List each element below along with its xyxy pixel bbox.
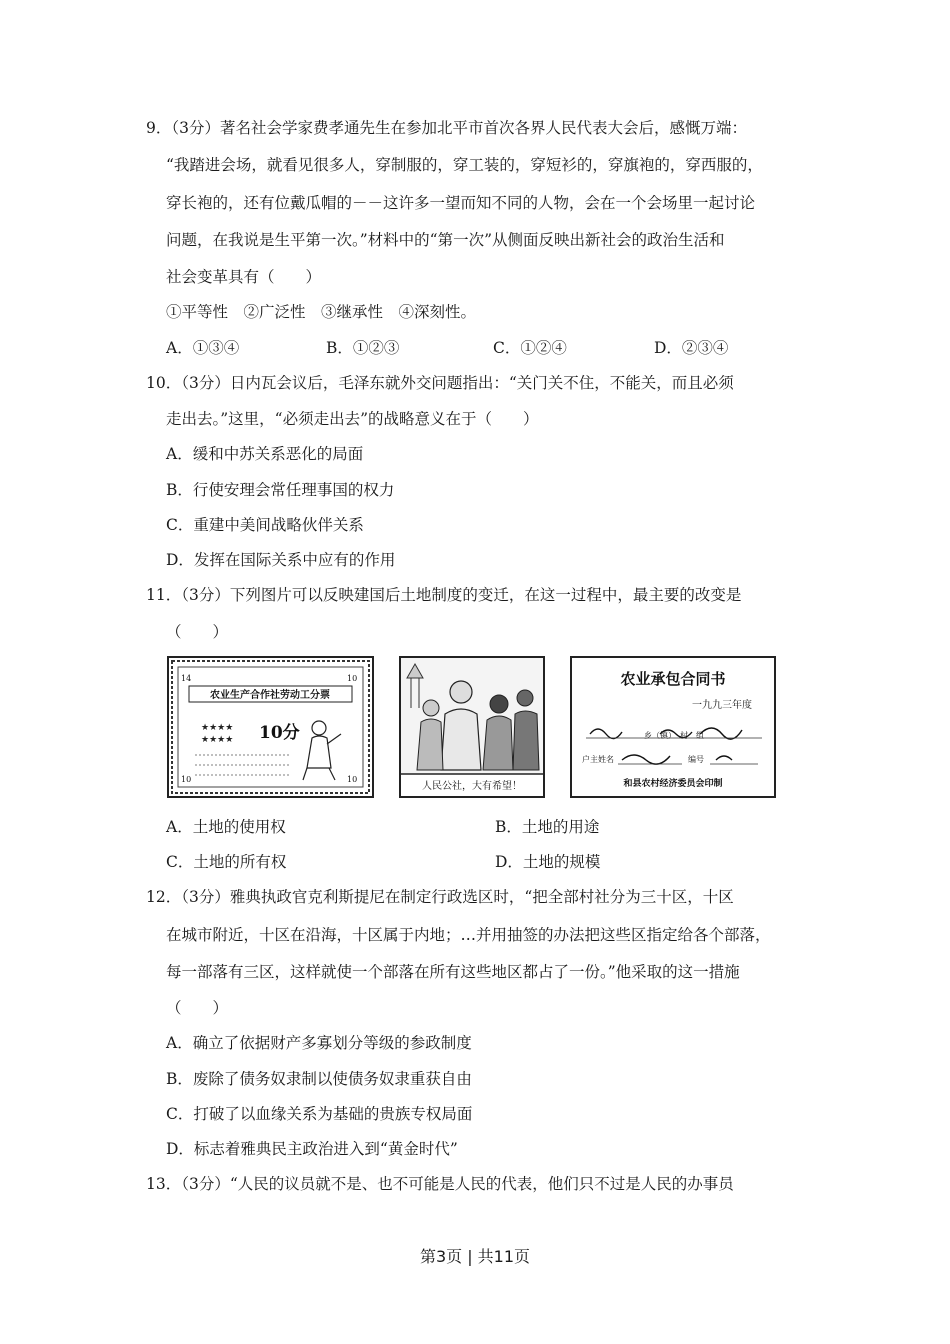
page-footer: 第3页 | 共11页: [419, 1247, 531, 1266]
q12-option-d[interactable]: D．标志着雅典民主政治进入到“黄金时代”: [166, 1140, 458, 1158]
q9-items: ①平等性 ②广泛性 ③继承性 ④深刻性。: [166, 303, 477, 321]
q9-stem-line-3: 穿长袍的，还有位戴瓜帽的－－这许多一望而知不同的人物，会在一个会场里一起讨论: [166, 194, 756, 212]
contract-year: 一九九三年度: [692, 700, 752, 711]
q12-option-b[interactable]: B．废除了债务奴隶制以使债务奴隶重获自由: [166, 1070, 472, 1088]
q12-option-a[interactable]: A．确立了依据财产多寡划分等级的参政制度: [166, 1034, 472, 1052]
q12-stem-line-3: 每一部落有三区，这样就使一个部落在所有这些地区都占了一份。”他采取的这一措施: [166, 963, 740, 981]
q13-stem-line-1: 13．（3分）“人民的议员就不是、也不可能是人民的代表，他们只不过是人民的办事员: [146, 1175, 734, 1193]
ticket-value: 10分: [259, 723, 300, 743]
q9-option-a[interactable]: A．①③④: [166, 339, 240, 357]
q12-option-c[interactable]: C．打破了以血缘关系为基础的贵族专权局面: [166, 1105, 473, 1123]
svg-text:★★★★: ★★★★: [201, 723, 234, 733]
q10-stem-line-1: 10．（3分）日内瓦会议后，毛泽东就外交问题指出：“关门关不住，不能关，而且必须: [146, 374, 734, 392]
q9-option-b[interactable]: B．①②③: [326, 339, 400, 357]
q11-option-b[interactable]: B．土地的用途: [495, 818, 600, 836]
poster-caption: 人民公社，大有希望！: [422, 781, 522, 792]
commune-poster-image: [399, 656, 545, 798]
q9-stem-line-4: 问题，在我说是生平第一次。”材料中的“第一次”从侧面反映出新社会的政治生活和: [166, 231, 725, 249]
q10-option-a[interactable]: A．缓和中苏关系恶化的局面: [166, 445, 364, 463]
svg-text:★★★★: ★★★★: [201, 735, 234, 745]
ticket-bottom-right: 10: [347, 775, 358, 784]
ticket-title: 农业生产合作社劳动工分票: [210, 690, 330, 701]
q11-option-a[interactable]: A．土地的使用权: [166, 818, 286, 836]
q12-stem-line-4: （ ）: [166, 999, 229, 1017]
q9-option-d[interactable]: D．②③④: [654, 339, 729, 357]
land-contract-image: [570, 656, 776, 798]
contract-title: 农业承包合同书: [620, 670, 726, 688]
work-point-ticket-image: [167, 656, 374, 798]
q9-stem-line-5: 社会变革具有（ ）: [166, 268, 322, 286]
q9-option-c[interactable]: C．①②④: [493, 339, 567, 357]
contract-owner-label: 户主姓名: [582, 755, 614, 764]
contract-footer: 和县农村经济委员会印制: [623, 779, 723, 789]
q12-stem-line-2: 在城市附近，十区在沿海，十区属于内地；…并用抽签的办法把这些区指定给各个部落，: [166, 926, 771, 944]
q11-stem-line-1: 11．（3分）下列图片可以反映建国后土地制度的变迁，在这一过程中，最主要的改变是: [146, 586, 742, 604]
contract-number-label: 编号: [688, 755, 704, 764]
q10-option-b[interactable]: B．行使安理会常任理事国的权力: [166, 481, 395, 499]
q12-stem-line-1: 12．（3分）雅典执政官克利斯提尼在制定行政选区时，“把全部村社分为三十区，十区: [146, 888, 734, 906]
ticket-bottom-left: 10: [181, 775, 192, 784]
ticket-num-left: 14: [181, 674, 192, 683]
q10-option-d[interactable]: D．发挥在国际关系中应有的作用: [166, 551, 396, 569]
q10-option-c[interactable]: C．重建中美间战略伙伴关系: [166, 516, 364, 534]
q11-option-d[interactable]: D．土地的规模: [495, 853, 601, 871]
q11-option-c[interactable]: C．土地的所有权: [166, 853, 287, 871]
contract-row1: 乡（镇） 村 组: [644, 731, 704, 740]
q9-stem-line-1: 9．（3分）著名社会学家费孝通先生在参加北平市首次各界人民代表大会后，感慨万端：: [146, 119, 747, 137]
q10-stem-line-2: 走出去。”这里，“必须走出去”的战略意义在于（ ）: [166, 410, 539, 428]
q9-stem-line-2: “我踏进会场，就看见很多人，穿制服的，穿工装的，穿短衫的，穿旗袍的，穿西服的，: [166, 156, 763, 174]
q11-stem-line-2: （ ）: [166, 623, 229, 641]
ticket-num-right: 10: [347, 674, 358, 683]
